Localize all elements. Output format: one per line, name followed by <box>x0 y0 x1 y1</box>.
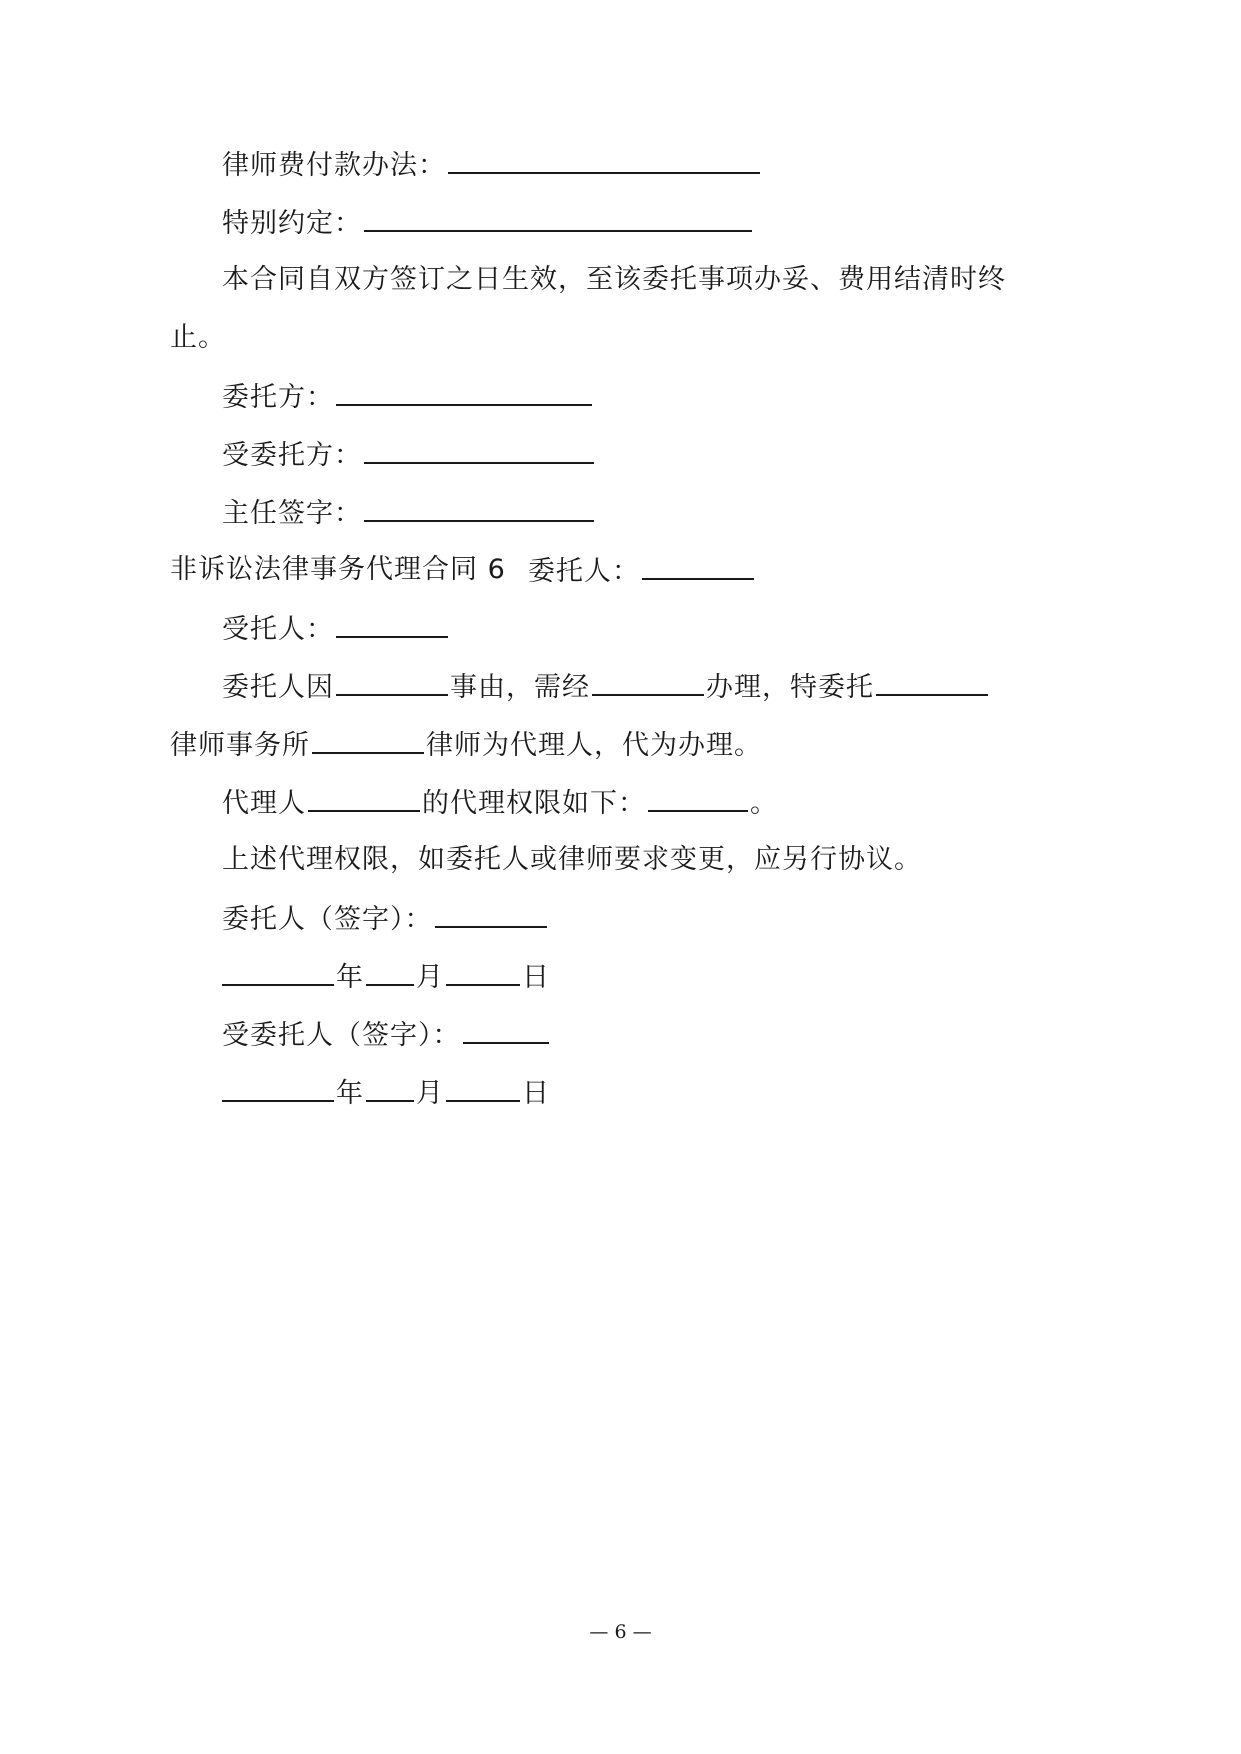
trustee-sign-blank[interactable] <box>463 1016 549 1044</box>
trustee-party-blank[interactable] <box>364 436 594 464</box>
month-label: 月 <box>416 1078 444 1109</box>
special-terms-line <box>222 204 754 242</box>
fee-payment-label: 律师费付款办法： <box>222 150 446 181</box>
reason-label-a: 委托人因 <box>222 672 334 703</box>
agent-blank[interactable] <box>336 610 448 638</box>
trustee-party-label: 受委托方： <box>222 440 362 471</box>
day-label: 日 <box>522 962 550 993</box>
authority-blank-1[interactable] <box>308 784 420 812</box>
principal-line <box>528 552 756 590</box>
month-label: 月 <box>416 962 444 993</box>
effective-clause-line-2: 止。 <box>170 322 226 353</box>
special-terms-label: 特别约定： <box>222 208 362 239</box>
client-party-line <box>222 378 594 416</box>
firm-line <box>170 726 762 764</box>
principal-date-year-blank[interactable] <box>222 958 334 986</box>
principal-sign-line <box>222 900 549 938</box>
day-label: 日 <box>522 1078 550 1109</box>
year-label: 年 <box>336 1078 364 1109</box>
trustee-date-month-blank[interactable] <box>366 1074 414 1102</box>
authority-line <box>222 784 778 822</box>
fee-payment-line <box>222 146 762 184</box>
principal-label: 委托人： <box>528 556 640 587</box>
trustee-sign-label: 受委托人（签字）： <box>222 1020 461 1051</box>
authority-label-c: 。 <box>750 788 778 819</box>
reason-blank-1[interactable] <box>336 668 448 696</box>
client-party-label: 委托方： <box>222 382 334 413</box>
agent-line <box>222 610 450 648</box>
year-label: 年 <box>336 962 364 993</box>
director-sign-blank[interactable] <box>364 494 594 522</box>
director-sign-line <box>222 494 596 532</box>
authority-label-a: 代理人 <box>222 788 306 819</box>
reason-label-c: 办理，特委托 <box>706 672 874 703</box>
trustee-date-line <box>220 1074 550 1112</box>
authority-label-b: 的代理权限如下： <box>422 788 646 819</box>
trustee-date-year-blank[interactable] <box>222 1074 334 1102</box>
contract-title-line <box>170 552 506 588</box>
reason-blank-2[interactable] <box>592 668 704 696</box>
reason-blank-3[interactable] <box>876 668 988 696</box>
special-terms-blank[interactable] <box>364 204 752 232</box>
principal-date-month-blank[interactable] <box>366 958 414 986</box>
page-number: — 6 — <box>589 1621 652 1643</box>
contract-title: 非诉讼法律事务代理合同 6 <box>170 554 506 585</box>
agent-label: 受托人： <box>222 614 334 645</box>
reason-label-b: 事由，需经 <box>450 672 590 703</box>
effective-clause-line-1: 本合同自双方签订之日生效，至该委托事项办妥、费用结清时终 <box>222 264 1006 295</box>
trustee-date-day-blank[interactable] <box>446 1074 520 1102</box>
client-party-blank[interactable] <box>336 378 592 406</box>
firm-label-a: 律师事务所 <box>170 730 310 761</box>
principal-sign-blank[interactable] <box>435 900 547 928</box>
reason-line <box>222 668 990 706</box>
principal-date-day-blank[interactable] <box>446 958 520 986</box>
firm-label-b: 律师为代理人，代为办理。 <box>426 730 762 761</box>
firm-blank[interactable] <box>312 726 424 754</box>
modify-clause-line: 上述代理权限，如委托人或律师要求变更，应另行协议。 <box>222 844 922 875</box>
fee-payment-blank[interactable] <box>448 146 760 174</box>
principal-sign-label: 委托人（签字）： <box>222 904 433 935</box>
principal-date-line <box>220 958 550 996</box>
director-sign-label: 主任签字： <box>222 498 362 529</box>
principal-blank[interactable] <box>642 552 754 580</box>
trustee-sign-line <box>222 1016 551 1054</box>
trustee-party-line <box>222 436 596 474</box>
authority-blank-2[interactable] <box>648 784 748 812</box>
